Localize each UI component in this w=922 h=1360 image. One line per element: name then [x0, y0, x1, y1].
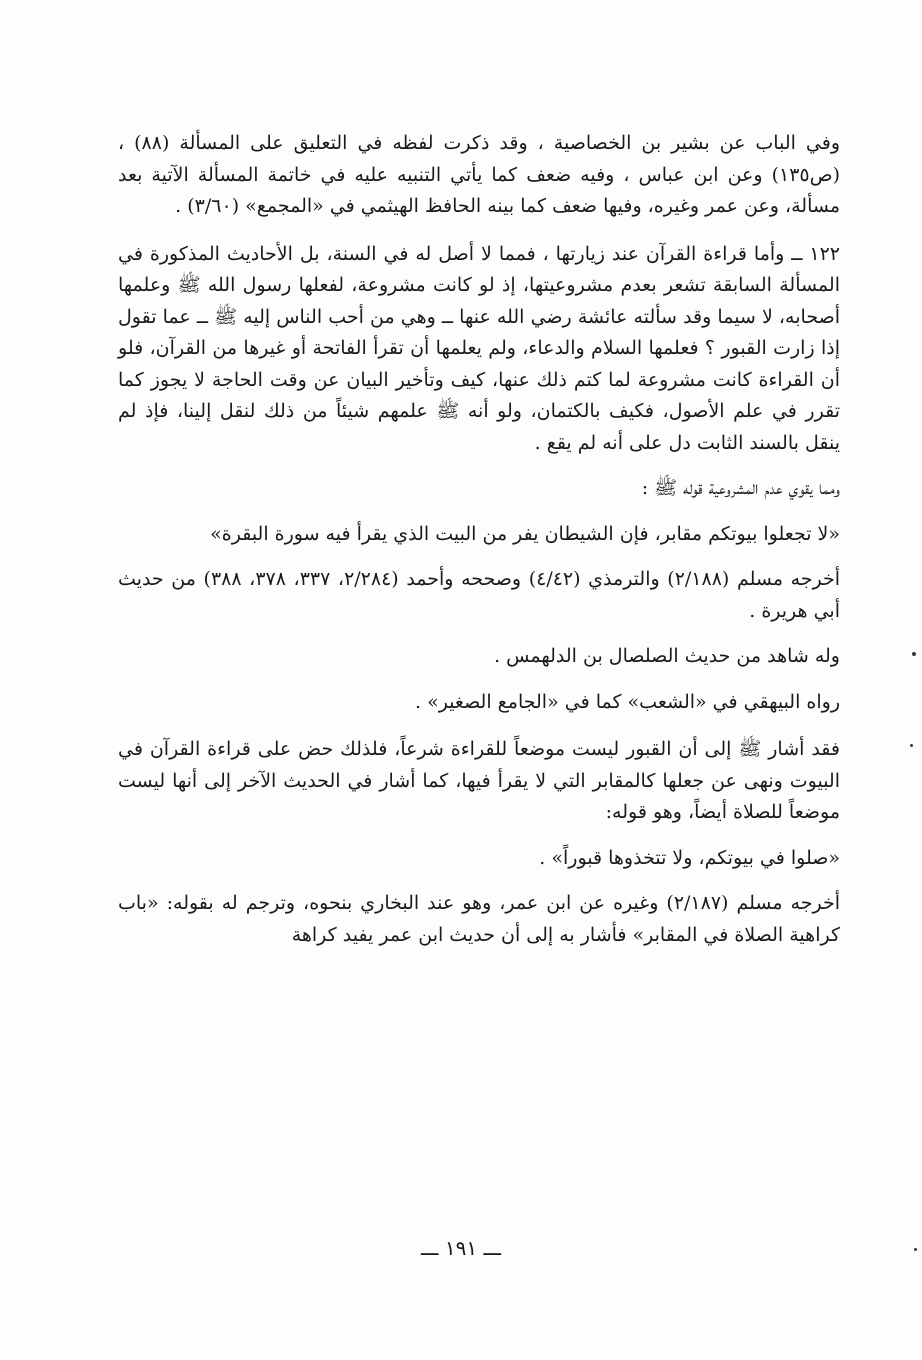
paragraph-bayhaqi: رواه البيهقي في «الشعب» كما في «الجامع الصغير» .: [414, 690, 840, 713]
paragraph-takhrij-bukhari: أخرجه مسلم (٢/١٨٧) وغيره عن ابن عمر، وهو عند البخاري بنحوه، وترجم له بقوله: «باب كراهية الصلاة في المقابر» فأشار به إلى أن حديث ابن عمر يفيد كراهة: [118, 892, 840, 946]
hadith-quote-houses: «لا تجعلوا بيوتكم مقابر، فإن الشيطان يفر من البيت الذي يقرأ فيه سورة البقرة»: [210, 522, 840, 545]
paragraph-shahid: وله شاهد من حديث الصلصال بن الدلهمس .: [494, 645, 840, 667]
scan-speck: [912, 652, 916, 656]
paragraph-takhrij-muslim: أخرجه مسلم (٢/١٨٨) والترمذي (٤/٤٢) وصححه وأحمد (٢/٢٨٤، ٣٣٧، ٣٧٨، ٣٨٨) من حديث أبي هريرة .: [118, 568, 841, 622]
paragraph-footnote-sources: وفي الباب عن بشير بن الخصاصية ، وقد ذكرت لفظه في التعليق على المسألة (٨٨) ، (ص١٣٥) وعن ابن عباس ، وفيه ضعف كما يأتي التنبيه عليه في خاتمة المسألة الآتية بعد مسألة، وعن عمر وغيره، وفيها ضعف كما بينه الحافظ الهيثمي في «المجمع» (٣/٦٠) .: [118, 132, 840, 217]
scan-speck: [910, 744, 913, 747]
paragraph-indication: فقد أشار ﷺ إلى أن القبور ليست موضعاً للقراءة شرعاً، فلذلك حض على قراءة القرآن في البيوت ونهى عن جعلها كالمقابر التي لا يقرأ فيها، كما أشار في الحديث الآخر إلى أنها ليست موضعاً للصلاة أيضاً، وهو قوله:: [118, 738, 840, 823]
paragraph-122-quran-reading: ١٢٢ ــ وأما قراءة القرآن عند زيارتها ، فمما لا أصل له في السنة، بل الأحاديث المذكورة في المسألة السابقة تشعر بعدم مشروعيتها، إذ لو كانت مشروعة، لفعلها رسول الله ﷺ وعلمها أصحابه، لا سيما وقد سألته عائشة رضي الله عنها ــ وهي من أحب الناس إليه ﷺ ــ عما تقول إذا زارت القبور ؟ فعلمها السلام والدعاء، ولم يعلمها أن تقرأ الفاتحة أو غيرها من القرآن، فلو أن القراءة كانت مشروعة لما كتم ذلك عنها، كيف وتأخير البيان عن وقت الحاجة لا يجوز كما تقرر في علم الأصول، فكيف بالكتمان، ولو أنه ﷺ علمهم شيئاً من ذلك لنقل إلينا، فإذ لم ينقل بالسند الثابت دل على أنه لم يقع .: [118, 242, 840, 454]
scan-speck: [914, 1248, 917, 1251]
paragraph-strengthening: ومما يقوي عدم المشروعية قوله ﷺ :: [641, 477, 840, 499]
page-body: [118, 128, 840, 951]
page-number: ـــ ١٩١ ـــ: [420, 1236, 502, 1260]
hadith-quote-pray: «صلوا في بيوتكم، ولا تتخذوها قبوراً» .: [539, 846, 840, 869]
